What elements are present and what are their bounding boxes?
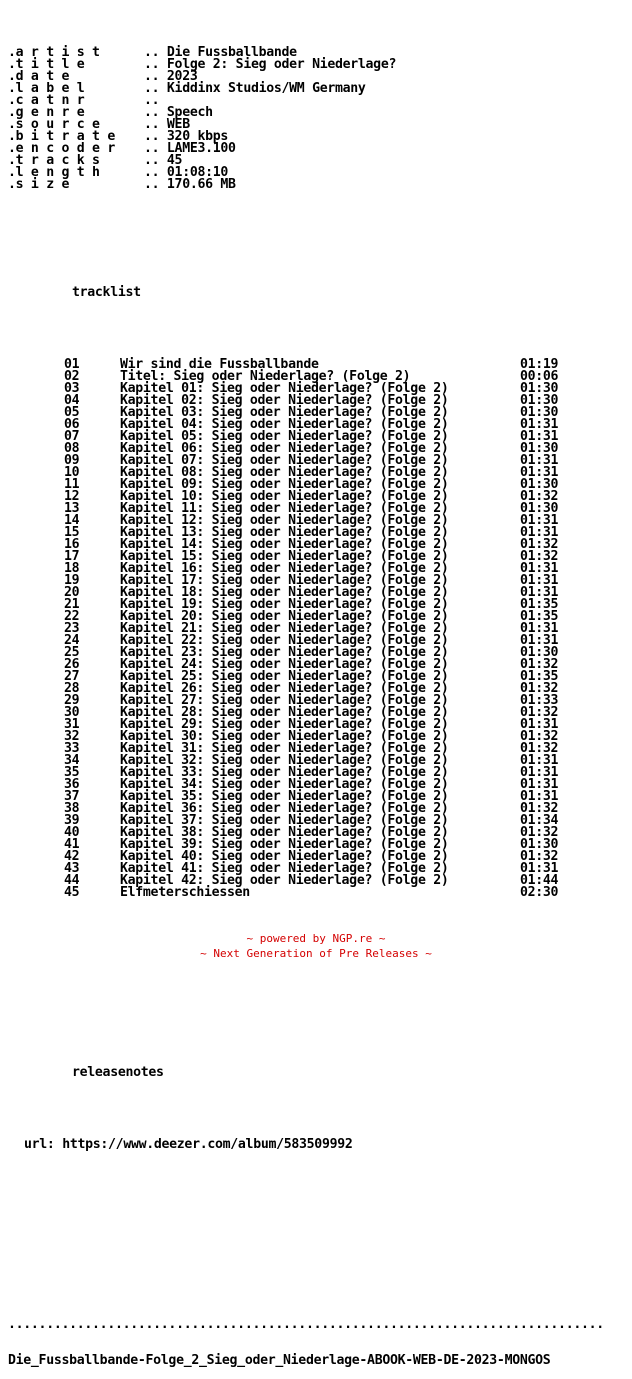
track-number: 05 bbox=[64, 405, 80, 420]
track-duration: 01:31 bbox=[520, 525, 559, 540]
metadata-value: .. 320 kbps bbox=[144, 129, 229, 144]
track-number: 42 bbox=[64, 849, 80, 864]
track-number: 28 bbox=[64, 681, 80, 696]
metadata-key: .s o u r c e bbox=[8, 117, 100, 132]
track-duration: 01:30 bbox=[520, 405, 559, 420]
metadata-row bbox=[8, 179, 604, 191]
metadata-key: .d a t e bbox=[8, 69, 70, 84]
track-duration: 01:32 bbox=[520, 681, 559, 696]
track-duration: 01:32 bbox=[520, 489, 559, 504]
track-title: Kapitel 36: Sieg oder Niederlage? (Folge 2) bbox=[120, 801, 449, 816]
track-number: 07 bbox=[64, 429, 80, 444]
track-row bbox=[8, 875, 604, 887]
track-number: 29 bbox=[64, 693, 80, 708]
track-title: Kapitel 20: Sieg oder Niederlage? (Folge 2) bbox=[120, 609, 449, 624]
track-number: 13 bbox=[64, 501, 80, 516]
track-number: 14 bbox=[64, 513, 80, 528]
tracklist-heading bbox=[8, 287, 604, 299]
url-line bbox=[8, 1139, 604, 1151]
track-duration: 01:33 bbox=[520, 693, 559, 708]
track-title: Kapitel 24: Sieg oder Niederlage? (Folge 2) bbox=[120, 657, 449, 672]
track-title: Kapitel 37: Sieg oder Niederlage? (Folge 2) bbox=[120, 813, 449, 828]
metadata-value: .. bbox=[144, 93, 160, 108]
track-number: 10 bbox=[64, 465, 80, 480]
metadata-key: .t i t l e bbox=[8, 57, 85, 72]
releasenotes-heading bbox=[8, 1067, 604, 1079]
track-title: Kapitel 39: Sieg oder Niederlage? (Folge 2) bbox=[120, 837, 449, 852]
track-title: Kapitel 16: Sieg oder Niederlage? (Folge 2) bbox=[120, 561, 449, 576]
track-duration: 01:32 bbox=[520, 705, 559, 720]
track-duration: 01:32 bbox=[520, 729, 559, 744]
track-number: 18 bbox=[64, 561, 80, 576]
spacer bbox=[8, 215, 604, 227]
track-title: Elfmeterschiessen bbox=[120, 885, 250, 900]
metadata-key: .e n c o d e r bbox=[8, 141, 115, 156]
track-title: Kapitel 30: Sieg oder Niederlage? (Folge 2) bbox=[120, 729, 449, 744]
metadata-key: .g e n r e bbox=[8, 105, 85, 120]
track-number: 16 bbox=[64, 537, 80, 552]
track-duration: 02:30 bbox=[520, 885, 559, 900]
metadata-value: .. Kiddinx Studios/WM Germany bbox=[144, 81, 366, 96]
track-title: Kapitel 02: Sieg oder Niederlage? (Folge 2) bbox=[120, 393, 449, 408]
track-number: 24 bbox=[64, 633, 80, 648]
metadata-value: .. 01:08:10 bbox=[144, 165, 229, 180]
track-duration: 01:35 bbox=[520, 609, 559, 624]
track-number: 34 bbox=[64, 753, 80, 768]
track-title: Kapitel 17: Sieg oder Niederlage? (Folge 2) bbox=[120, 573, 449, 588]
track-number: 09 bbox=[64, 453, 80, 468]
track-duration: 01:31 bbox=[520, 561, 559, 576]
track-duration: 01:31 bbox=[520, 789, 559, 804]
metadata-key: .l a b e l bbox=[8, 81, 85, 96]
track-number: 03 bbox=[64, 381, 80, 396]
track-title: Kapitel 40: Sieg oder Niederlage? (Folge 2) bbox=[120, 849, 449, 864]
metadata-value: .. Speech bbox=[144, 105, 213, 120]
track-title: Kapitel 15: Sieg oder Niederlage? (Folge 2) bbox=[120, 549, 449, 564]
track-title: Kapitel 38: Sieg oder Niederlage? (Folge 2) bbox=[120, 825, 449, 840]
track-number: 41 bbox=[64, 837, 80, 852]
track-number: 26 bbox=[64, 657, 80, 672]
track-title: Kapitel 22: Sieg oder Niederlage? (Folge 2) bbox=[120, 633, 449, 648]
track-duration: 01:32 bbox=[520, 849, 559, 864]
track-number: 35 bbox=[64, 765, 80, 780]
track-number: 45 bbox=[64, 885, 80, 900]
track-title: Kapitel 03: Sieg oder Niederlage? (Folge 2) bbox=[120, 405, 449, 420]
track-number: 33 bbox=[64, 741, 80, 756]
track-title: Kapitel 29: Sieg oder Niederlage? (Folge 2) bbox=[120, 717, 449, 732]
track-title: Kapitel 34: Sieg oder Niederlage? (Folge 2) bbox=[120, 777, 449, 792]
spacer bbox=[8, 1103, 604, 1115]
track-duration: 01:31 bbox=[520, 861, 559, 876]
track-duration: 01:31 bbox=[520, 465, 559, 480]
track-duration: 01:35 bbox=[520, 597, 559, 612]
track-title: Kapitel 35: Sieg oder Niederlage? (Folge 2) bbox=[120, 789, 449, 804]
track-duration: 01:35 bbox=[520, 669, 559, 684]
track-title: Kapitel 11: Sieg oder Niederlage? (Folge 2) bbox=[120, 501, 449, 516]
metadata-value: .. 2023 bbox=[144, 69, 198, 84]
track-number: 06 bbox=[64, 417, 80, 432]
dots-divider: .............................................................................. bbox=[8, 1317, 604, 1332]
track-title: Kapitel 01: Sieg oder Niederlage? (Folge 2) bbox=[120, 381, 449, 396]
track-number: 15 bbox=[64, 525, 80, 540]
footer-tagline: ~ Next Generation of Pre Releases ~ bbox=[200, 947, 432, 960]
track-title: Kapitel 09: Sieg oder Niederlage? (Folge 2) bbox=[120, 477, 449, 492]
track-duration: 01:32 bbox=[520, 801, 559, 816]
track-title: Kapitel 21: Sieg oder Niederlage? (Folge 2) bbox=[120, 621, 449, 636]
metadata-key: .b i t r a t e bbox=[8, 129, 115, 144]
track-title: Kapitel 06: Sieg oder Niederlage? (Folge 2) bbox=[120, 441, 449, 456]
track-number: 12 bbox=[64, 489, 80, 504]
track-duration: 01:30 bbox=[520, 645, 559, 660]
spacer bbox=[8, 323, 604, 335]
track-number: 36 bbox=[64, 777, 80, 792]
track-duration: 01:31 bbox=[520, 777, 559, 792]
track-title: Kapitel 08: Sieg oder Niederlage? (Folge 2) bbox=[120, 465, 449, 480]
release-name: Die_Fussballbande-Folge_2_Sieg_oder_Niederlage-ABOOK-WEB-DE-2023-MONGOS bbox=[8, 1353, 551, 1368]
track-title: Kapitel 33: Sieg oder Niederlage? (Folge 2) bbox=[120, 765, 449, 780]
track-title: Wir sind die Fussballbande bbox=[120, 357, 319, 372]
track-duration: 01:32 bbox=[520, 549, 559, 564]
metadata-row bbox=[8, 59, 604, 71]
track-title: Kapitel 19: Sieg oder Niederlage? (Folge 2) bbox=[120, 597, 449, 612]
track-number: 21 bbox=[64, 597, 80, 612]
spacer bbox=[8, 1031, 604, 1043]
track-number: 22 bbox=[64, 609, 80, 624]
track-title: Kapitel 18: Sieg oder Niederlage? (Folge 2) bbox=[120, 585, 449, 600]
url-label: url: bbox=[24, 1137, 55, 1152]
url-link[interactable]: https://www.deezer.com/album/583509992 bbox=[62, 1137, 353, 1152]
spacer bbox=[8, 1175, 604, 1187]
track-duration: 01:32 bbox=[520, 657, 559, 672]
track-number: 38 bbox=[64, 801, 80, 816]
track-number: 02 bbox=[64, 369, 80, 384]
track-title: Kapitel 26: Sieg oder Niederlage? (Folge 2) bbox=[120, 681, 449, 696]
spacer bbox=[8, 995, 604, 1007]
track-duration: 01:31 bbox=[520, 453, 559, 468]
track-title: Kapitel 10: Sieg oder Niederlage? (Folge 2) bbox=[120, 489, 449, 504]
track-title: Kapitel 14: Sieg oder Niederlage? (Folge 2) bbox=[120, 537, 449, 552]
track-title: Kapitel 31: Sieg oder Niederlage? (Folge 2) bbox=[120, 741, 449, 756]
nfo-document bbox=[8, 23, 604, 1379]
metadata-key: .a r t i s t bbox=[8, 45, 100, 60]
track-number: 37 bbox=[64, 789, 80, 804]
track-duration: 01:30 bbox=[520, 381, 559, 396]
footer bbox=[0, 931, 632, 961]
track-number: 43 bbox=[64, 861, 80, 876]
track-title: Titel: Sieg oder Niederlage? (Folge 2) bbox=[120, 369, 411, 384]
tracklist bbox=[8, 359, 604, 899]
track-duration: 01:31 bbox=[520, 585, 559, 600]
track-duration: 01:30 bbox=[520, 477, 559, 492]
track-title: Kapitel 07: Sieg oder Niederlage? (Folge 2) bbox=[120, 453, 449, 468]
track-title: Kapitel 23: Sieg oder Niederlage? (Folge 2) bbox=[120, 645, 449, 660]
metadata-row bbox=[8, 83, 604, 95]
track-number: 19 bbox=[64, 573, 80, 588]
track-number: 27 bbox=[64, 669, 80, 684]
metadata-value: .. 170.66 MB bbox=[144, 177, 236, 192]
track-number: 32 bbox=[64, 729, 80, 744]
track-duration: 01:30 bbox=[520, 501, 559, 516]
metadata-key: .t r a c k s bbox=[8, 153, 100, 168]
track-number: 01 bbox=[64, 357, 80, 372]
spacer bbox=[8, 1247, 604, 1259]
track-number: 39 bbox=[64, 813, 80, 828]
track-title: Kapitel 28: Sieg oder Niederlage? (Folge 2) bbox=[120, 705, 449, 720]
metadata-value: .. Die Fussballbande bbox=[144, 45, 297, 60]
track-row bbox=[8, 887, 604, 899]
track-duration: 01:34 bbox=[520, 813, 559, 828]
track-duration: 01:30 bbox=[520, 393, 559, 408]
track-number: 23 bbox=[64, 621, 80, 636]
track-duration: 01:31 bbox=[520, 513, 559, 528]
track-duration: 01:19 bbox=[520, 357, 559, 372]
footer-powered-by[interactable]: ~ powered by NGP.re ~ bbox=[246, 932, 386, 945]
track-duration: 01:31 bbox=[520, 417, 559, 432]
track-number: 25 bbox=[64, 645, 80, 660]
track-duration: 01:32 bbox=[520, 537, 559, 552]
metadata-row bbox=[8, 95, 604, 107]
track-duration: 01:32 bbox=[520, 825, 559, 840]
track-title: Kapitel 32: Sieg oder Niederlage? (Folge 2) bbox=[120, 753, 449, 768]
metadata-key: .c a t n r bbox=[8, 93, 85, 108]
track-number: 04 bbox=[64, 393, 80, 408]
track-title: Kapitel 05: Sieg oder Niederlage? (Folge 2) bbox=[120, 429, 449, 444]
track-number: 31 bbox=[64, 717, 80, 732]
metadata-value: .. 45 bbox=[144, 153, 183, 168]
metadata-block bbox=[8, 47, 604, 191]
track-title: Kapitel 04: Sieg oder Niederlage? (Folge 2) bbox=[120, 417, 449, 432]
track-title: Kapitel 13: Sieg oder Niederlage? (Folge 2) bbox=[120, 525, 449, 540]
track-duration: 01:31 bbox=[520, 573, 559, 588]
track-duration: 01:31 bbox=[520, 753, 559, 768]
metadata-value: .. Folge 2: Sieg oder Niederlage? bbox=[144, 57, 397, 72]
metadata-value: .. WEB bbox=[144, 117, 190, 132]
spacer bbox=[8, 251, 604, 263]
track-duration: 01:31 bbox=[520, 429, 559, 444]
track-number: 11 bbox=[64, 477, 80, 492]
track-number: 17 bbox=[64, 549, 80, 564]
track-duration: 01:44 bbox=[520, 873, 559, 888]
track-number: 08 bbox=[64, 441, 80, 456]
track-number: 44 bbox=[64, 873, 80, 888]
tracklist-heading-text: tracklist bbox=[72, 285, 141, 300]
track-number: 20 bbox=[64, 585, 80, 600]
track-duration: 01:32 bbox=[520, 741, 559, 756]
track-number: 30 bbox=[64, 705, 80, 720]
track-title: Kapitel 42: Sieg oder Niederlage? (Folge 2) bbox=[120, 873, 449, 888]
spacer bbox=[8, 1211, 604, 1223]
metadata-key: .s i z e bbox=[8, 177, 70, 192]
metadata-key: .l e n g t h bbox=[8, 165, 100, 180]
track-duration: 01:31 bbox=[520, 717, 559, 732]
track-duration: 01:31 bbox=[520, 621, 559, 636]
track-duration: 01:31 bbox=[520, 633, 559, 648]
track-duration: 00:06 bbox=[520, 369, 559, 384]
track-title: Kapitel 27: Sieg oder Niederlage? (Folge 2) bbox=[120, 693, 449, 708]
metadata-row bbox=[8, 167, 604, 179]
track-duration: 01:30 bbox=[520, 837, 559, 852]
track-title: Kapitel 12: Sieg oder Niederlage? (Folge 2) bbox=[120, 513, 449, 528]
track-title: Kapitel 25: Sieg oder Niederlage? (Folge 2) bbox=[120, 669, 449, 684]
metadata-value: .. LAME3.100 bbox=[144, 141, 236, 156]
track-duration: 01:31 bbox=[520, 765, 559, 780]
track-title: Kapitel 41: Sieg oder Niederlage? (Folge 2) bbox=[120, 861, 449, 876]
track-duration: 01:30 bbox=[520, 441, 559, 456]
spacer bbox=[8, 1283, 604, 1295]
track-number: 40 bbox=[64, 825, 80, 840]
releasenotes-heading-text: releasenotes bbox=[72, 1065, 164, 1080]
